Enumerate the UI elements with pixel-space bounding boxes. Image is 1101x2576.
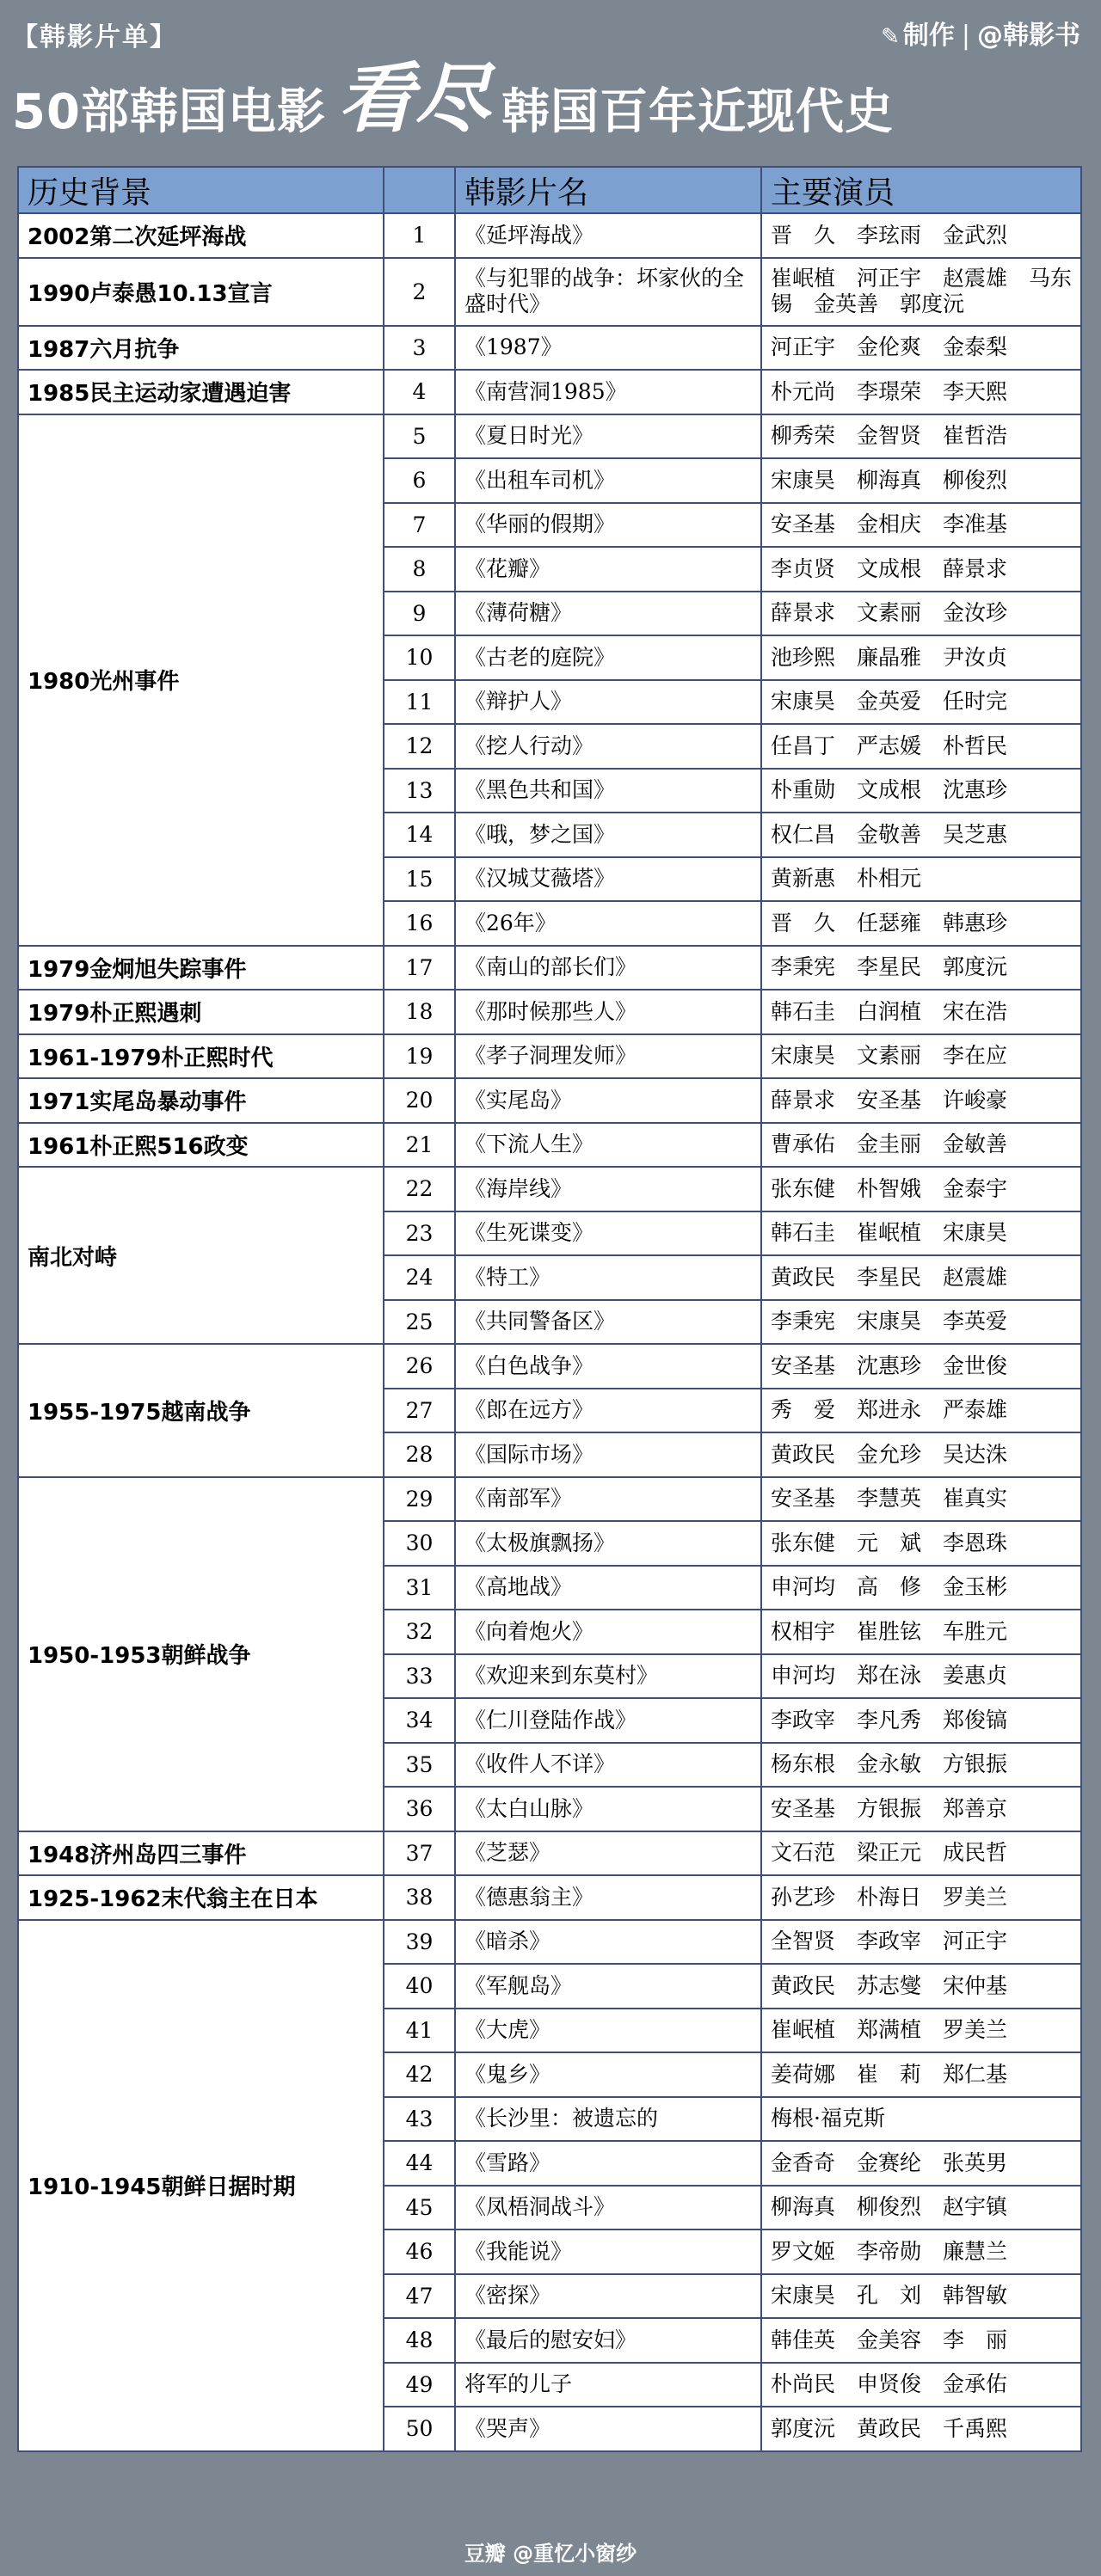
column-header-actors: 主要演员 — [761, 167, 1081, 213]
actors-cell: 黄政民 苏志燮 宋仲基 — [761, 1964, 1081, 2009]
table-row — [18, 213, 1081, 258]
actors-cell: 安圣基 金相庆 李准基 — [761, 503, 1081, 548]
film-number-cell: 21 — [384, 1123, 455, 1168]
film-number-cell: 43 — [384, 2097, 455, 2142]
actors-cell: 金香奇 金赛纶 张英男 — [761, 2141, 1081, 2186]
film-number-cell: 32 — [384, 1610, 455, 1654]
film-title-cell: 《太白山脉》 — [455, 1787, 761, 1831]
film-number-cell: 22 — [384, 1167, 455, 1211]
pen-icon: ✎ — [881, 24, 900, 50]
actors-cell: 朴元尚 李璟荣 李天熙 — [761, 370, 1081, 414]
column-header-title: 韩影片名 — [455, 167, 761, 213]
film-title-cell: 《实尾岛》 — [455, 1078, 761, 1123]
actors-cell: 李贞贤 文成根 薛景求 — [761, 547, 1081, 592]
film-number-cell: 14 — [384, 813, 455, 857]
film-title-cell: 《黑色共和国》 — [455, 769, 761, 813]
film-title-cell: 《汉城艾薇塔》 — [455, 857, 761, 902]
actors-cell: 权仁昌 金敬善 吴芝惠 — [761, 813, 1081, 857]
actors-cell: 朴重勋 文成根 沈惠珍 — [761, 769, 1081, 813]
title-left: 50部韩国电影 — [12, 84, 326, 140]
actors-cell: 宋康昊 金英爱 任时完 — [761, 680, 1081, 725]
actors-cell: 韩佳英 金美容 李 丽 — [761, 2318, 1081, 2363]
table-row — [18, 1831, 1081, 1876]
table-row — [18, 1034, 1081, 1079]
film-number-cell: 50 — [384, 2407, 455, 2451]
film-title-cell: 《郎在远方》 — [455, 1389, 761, 1433]
film-number-cell: 18 — [384, 990, 455, 1034]
actors-cell: 杨东根 金永敏 方银振 — [761, 1743, 1081, 1788]
film-number-cell: 2 — [384, 258, 455, 326]
credit-made: 制作 — [902, 21, 955, 51]
table-row — [18, 1875, 1081, 1920]
list-tag: 【韩影片单】 — [12, 22, 177, 52]
history-background-cell: 1990卢泰愚10.13宣言 — [18, 258, 384, 326]
film-number-cell: 15 — [384, 857, 455, 902]
history-background-cell: 1979金炯旭失踪事件 — [18, 946, 384, 991]
history-background-cell: 1987六月抗争 — [18, 326, 384, 371]
history-background-cell: 1910-1945朝鲜日据时期 — [18, 1920, 384, 2451]
film-title-cell: 《密探》 — [455, 2274, 761, 2319]
actors-cell: 任昌丁 严志媛 朴哲民 — [761, 724, 1081, 769]
film-title-cell: 《1987》 — [455, 326, 761, 371]
film-number-cell: 29 — [384, 1477, 455, 1522]
film-title-cell: 《花瓣》 — [455, 547, 761, 592]
film-title-cell: 《最后的慰安妇》 — [455, 2318, 761, 2363]
actors-cell: 韩石圭 白润植 宋在浩 — [761, 990, 1081, 1034]
actors-cell: 全智贤 李政宰 河正宇 — [761, 1920, 1081, 1965]
film-number-cell: 5 — [384, 414, 455, 459]
table-row — [18, 1167, 1081, 1211]
film-title-cell: 《德惠翁主》 — [455, 1875, 761, 1920]
actors-cell: 黄政民 金允珍 吴达洙 — [761, 1432, 1081, 1477]
actors-cell: 晋 久 任瑟雍 韩惠珍 — [761, 901, 1081, 946]
film-number-cell: 10 — [384, 635, 455, 680]
actors-cell: 晋 久 李玹雨 金武烈 — [761, 213, 1081, 258]
actors-cell: 宋康昊 文素丽 李在应 — [761, 1034, 1081, 1079]
actors-cell: 张东健 朴智娥 金泰宇 — [761, 1167, 1081, 1211]
film-title-cell: 《收件人不详》 — [455, 1743, 761, 1788]
history-background-cell: 1925-1962末代翁主在日本 — [18, 1875, 384, 1920]
actors-cell: 孙艺珍 朴海日 罗美兰 — [761, 1875, 1081, 1920]
film-title-cell: 《仁川登陆作战》 — [455, 1698, 761, 1743]
film-number-cell: 7 — [384, 503, 455, 548]
film-number-cell: 17 — [384, 946, 455, 991]
film-number-cell: 31 — [384, 1566, 455, 1610]
actors-cell: 宋康昊 孔 刘 韩智敏 — [761, 2274, 1081, 2319]
film-title-cell: 《26年》 — [455, 901, 761, 946]
history-background-cell: 南北对峙 — [18, 1167, 384, 1344]
history-background-cell: 1955-1975越南战争 — [18, 1344, 384, 1477]
film-title-cell: 《出租车司机》 — [455, 458, 761, 503]
film-number-cell: 42 — [384, 2052, 455, 2097]
actors-cell: 安圣基 方银振 郑善京 — [761, 1787, 1081, 1831]
actors-cell: 权相宇 崔胜铉 车胜元 — [761, 1610, 1081, 1654]
table-row — [18, 326, 1081, 371]
film-number-cell: 36 — [384, 1787, 455, 1831]
film-number-cell: 13 — [384, 769, 455, 813]
actors-cell: 崔岷植 河正宇 赵震雄 马东锡 金英善 郭度沅 — [761, 258, 1081, 326]
column-header-background: 历史背景 — [18, 167, 384, 213]
film-title-cell: 《我能说》 — [455, 2229, 761, 2274]
film-title-cell: 《薄荷糖》 — [455, 592, 761, 636]
table-row — [18, 1344, 1081, 1389]
title-calligraphy: 看尽 — [337, 53, 489, 143]
actors-cell: 申河均 郑在泳 姜惠贞 — [761, 1654, 1081, 1699]
film-title-cell: 《凤梧洞战斗》 — [455, 2186, 761, 2230]
film-number-cell: 24 — [384, 1255, 455, 1300]
history-background-cell: 1948济州岛四三事件 — [18, 1831, 384, 1876]
history-background-cell: 1979朴正熙遇刺 — [18, 990, 384, 1034]
actors-cell: 柳海真 柳俊烈 赵宇镇 — [761, 2186, 1081, 2230]
film-number-cell: 41 — [384, 2009, 455, 2053]
history-background-cell: 1950-1953朝鲜战争 — [18, 1477, 384, 1831]
film-title-cell: 《华丽的假期》 — [455, 503, 761, 548]
actors-cell: 柳秀荣 金智贤 崔哲浩 — [761, 414, 1081, 459]
page-header — [0, 0, 1101, 163]
film-title-cell: 《特工》 — [455, 1255, 761, 1300]
film-number-cell: 33 — [384, 1654, 455, 1699]
film-title-cell: 《高地战》 — [455, 1566, 761, 1610]
actors-cell: 黄政民 李星民 赵震雄 — [761, 1255, 1081, 1300]
film-number-cell: 19 — [384, 1034, 455, 1079]
actors-cell: 梅根·福克斯 — [761, 2097, 1081, 2142]
film-number-cell: 45 — [384, 2186, 455, 2230]
table-row — [18, 414, 1081, 459]
column-header-number — [384, 167, 455, 213]
film-title-cell: 《辩护人》 — [455, 680, 761, 725]
actors-cell: 安圣基 李慧英 崔真实 — [761, 1477, 1081, 1522]
actors-cell: 薛景求 安圣基 许峻豪 — [761, 1078, 1081, 1123]
film-title-cell: 《挖人行动》 — [455, 724, 761, 769]
film-title-cell: 《延坪海战》 — [455, 213, 761, 258]
film-title-cell: 《哭声》 — [455, 2407, 761, 2451]
film-number-cell: 27 — [384, 1389, 455, 1433]
film-title-cell: 《白色战争》 — [455, 1344, 761, 1389]
actors-cell: 李秉宪 宋康昊 李英爱 — [761, 1300, 1081, 1345]
actors-cell: 薛景求 文素丽 金汝珍 — [761, 592, 1081, 636]
actors-cell: 黄新惠 朴相元 — [761, 857, 1081, 902]
actors-cell: 韩石圭 崔岷植 宋康昊 — [761, 1211, 1081, 1256]
film-number-cell: 9 — [384, 592, 455, 636]
film-title-cell: 《与犯罪的战争：坏家伙的全盛时代》 — [455, 258, 761, 326]
film-title-cell: 《芝瑟》 — [455, 1831, 761, 1876]
table-row — [18, 1920, 1081, 1965]
film-title-cell: 《海岸线》 — [455, 1167, 761, 1211]
film-number-cell: 49 — [384, 2363, 455, 2407]
film-number-cell: 8 — [384, 547, 455, 592]
film-number-cell: 16 — [384, 901, 455, 946]
table-header-row — [18, 167, 1081, 213]
film-number-cell: 4 — [384, 370, 455, 414]
actors-cell: 郭度沅 黄政民 千禹熙 — [761, 2407, 1081, 2451]
film-title-cell: 《南部军》 — [455, 1477, 761, 1522]
history-background-cell: 1961-1979朴正熙时代 — [18, 1034, 384, 1079]
film-title-cell: 《大虎》 — [455, 2009, 761, 2053]
film-number-cell: 37 — [384, 1831, 455, 1876]
film-number-cell: 38 — [384, 1875, 455, 1920]
table-row — [18, 946, 1081, 991]
history-background-cell: 1971实尾岛暴动事件 — [18, 1078, 384, 1123]
actors-cell: 曹承佑 金圭丽 金敏善 — [761, 1123, 1081, 1168]
table-row — [18, 990, 1081, 1034]
film-number-cell: 48 — [384, 2318, 455, 2363]
actors-cell: 朴尚民 申贤俊 金承佑 — [761, 2363, 1081, 2407]
film-title-cell: 《雪路》 — [455, 2141, 761, 2186]
actors-cell: 安圣基 沈惠珍 金世俊 — [761, 1344, 1081, 1389]
film-number-cell: 1 — [384, 213, 455, 258]
film-number-cell: 46 — [384, 2229, 455, 2274]
table-row — [18, 1078, 1081, 1123]
actors-cell: 罗文姬 李帝勋 廉慧兰 — [761, 2229, 1081, 2274]
film-title-cell: 《孝子洞理发师》 — [455, 1034, 761, 1079]
actors-cell: 李秉宪 李星民 郭度沅 — [761, 946, 1081, 991]
film-title-cell: 《军舰岛》 — [455, 1964, 761, 2009]
film-title-cell: 《下流人生》 — [455, 1123, 761, 1168]
film-number-cell: 20 — [384, 1078, 455, 1123]
film-title-cell: 《欢迎来到东莫村》 — [455, 1654, 761, 1699]
film-title-cell: 《那时候那些人》 — [455, 990, 761, 1034]
table-row — [18, 1477, 1081, 1522]
film-number-cell: 30 — [384, 1521, 455, 1566]
table-body — [18, 213, 1081, 2451]
film-number-cell: 34 — [384, 1698, 455, 1743]
film-number-cell: 25 — [384, 1300, 455, 1345]
film-number-cell: 40 — [384, 1964, 455, 2009]
film-number-cell: 28 — [384, 1432, 455, 1477]
film-number-cell: 39 — [384, 1920, 455, 1965]
actors-cell: 申河均 高 修 金玉彬 — [761, 1566, 1081, 1610]
title-right: 韩国百年近现代史 — [501, 84, 894, 140]
table-row — [18, 370, 1081, 414]
actors-cell: 李政宰 李凡秀 郑俊镐 — [761, 1698, 1081, 1743]
actors-cell: 文石范 梁正元 成民哲 — [761, 1831, 1081, 1876]
credit-account: @韩影书 — [977, 21, 1080, 51]
actors-cell: 张东健 元 斌 李恩珠 — [761, 1521, 1081, 1566]
film-number-cell: 11 — [384, 680, 455, 725]
actors-cell: 崔岷植 郑满植 罗美兰 — [761, 2009, 1081, 2053]
credit — [881, 14, 1080, 52]
actors-cell: 宋康昊 柳海真 柳俊烈 — [761, 458, 1081, 503]
film-number-cell: 23 — [384, 1211, 455, 1256]
film-title-cell: 《向着炮火》 — [455, 1610, 761, 1654]
film-number-cell: 12 — [384, 724, 455, 769]
film-title-cell: 《暗杀》 — [455, 1920, 761, 1965]
film-title-cell: 《古老的庭院》 — [455, 635, 761, 680]
film-number-cell: 26 — [384, 1344, 455, 1389]
film-title-cell: 《长沙里：被遗忘的 — [455, 2097, 761, 2142]
film-title-cell: 《共同警备区》 — [455, 1300, 761, 1345]
actors-cell: 河正宇 金伦爽 金泰梨 — [761, 326, 1081, 371]
table-row — [18, 1123, 1081, 1168]
actors-cell: 池珍熙 廉晶雅 尹汝贞 — [761, 635, 1081, 680]
film-title-cell: 《哦，梦之国》 — [455, 813, 761, 857]
film-title-cell: 《南营洞1985》 — [455, 370, 761, 414]
history-background-cell: 1985民主运动家遭遇迫害 — [18, 370, 384, 414]
film-number-cell: 35 — [384, 1743, 455, 1788]
film-table — [17, 166, 1082, 2452]
film-number-cell: 6 — [384, 458, 455, 503]
film-title-cell: 《太极旗飘扬》 — [455, 1521, 761, 1566]
history-background-cell: 2002第二次延坪海战 — [18, 213, 384, 258]
actors-cell: 姜荷娜 崔 莉 郑仁基 — [761, 2052, 1081, 2097]
film-title-cell: 将军的儿子 — [455, 2363, 761, 2407]
film-title-cell: 《夏日时光》 — [455, 414, 761, 459]
page-title — [12, 53, 894, 143]
history-background-cell: 1961朴正熙516政变 — [18, 1123, 384, 1168]
credit-separator: | — [961, 21, 970, 51]
film-title-cell: 《鬼乡》 — [455, 2052, 761, 2097]
film-number-cell: 3 — [384, 326, 455, 371]
film-title-cell: 《南山的部长们》 — [455, 946, 761, 991]
footer-source: 豆瓣 @重忆小窗纱 — [464, 2542, 637, 2566]
table-row — [18, 258, 1081, 326]
film-number-cell: 47 — [384, 2274, 455, 2319]
film-title-cell: 《国际市场》 — [455, 1432, 761, 1477]
film-title-cell: 《生死谍变》 — [455, 1211, 761, 1256]
film-number-cell: 44 — [384, 2141, 455, 2186]
actors-cell: 秀 爱 郑进永 严泰雄 — [761, 1389, 1081, 1433]
history-background-cell: 1980光州事件 — [18, 414, 384, 946]
